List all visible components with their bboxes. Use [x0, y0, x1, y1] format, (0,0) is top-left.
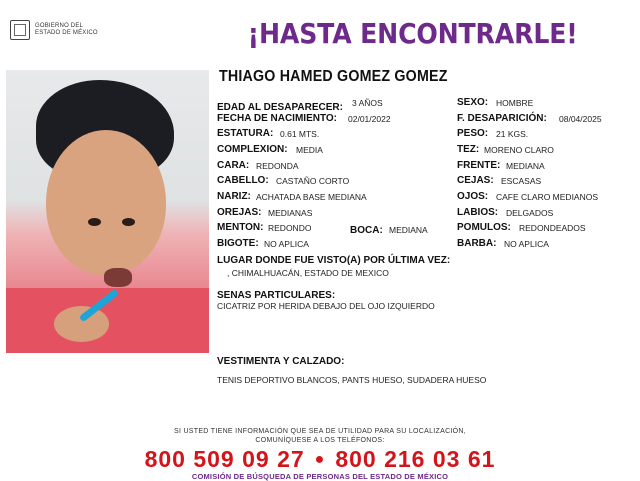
field-menton-label: MENTON: — [217, 222, 264, 233]
clothing-value: TENIS DEPORTIVO BLANCOS, PANTS HUESO, SUDADERA HUESO — [217, 375, 487, 385]
field-pomulos-label: POMULOS: — [457, 222, 511, 233]
field-bigote-value: NO APLICA — [264, 239, 309, 249]
phone-1[interactable]: 800 509 09 27 — [144, 446, 305, 472]
field-pomulos-value: REDONDEADOS — [519, 223, 586, 233]
field-fecha-desap-label: F. DESAPARICIÓN: — [457, 113, 547, 124]
field-cara-value: REDONDA — [256, 161, 299, 171]
field-sexo-label: SEXO: — [457, 97, 489, 108]
phone-numbers — [0, 446, 640, 473]
field-ojos-value: CAFE CLARO MEDIANOS — [496, 192, 599, 202]
field-tez-label: TEZ: — [457, 144, 480, 155]
field-peso-value: 21 KGS. — [496, 129, 529, 139]
field-frente-value: MEDIANA — [506, 161, 545, 171]
field-fecha-nac-value: 02/01/2022 — [348, 114, 391, 124]
field-labios-label: LABIOS: — [457, 207, 499, 218]
field-orejas-label: OREJAS: — [217, 207, 262, 218]
coat-of-arms-icon — [10, 20, 30, 40]
field-bigote-label: BIGOTE: — [217, 238, 259, 249]
field-labios-value: DELGADOS — [506, 208, 554, 218]
field-tez-value: MORENO CLARO — [484, 145, 554, 155]
particular-marks-label: SENAS PARTICULARES: — [217, 290, 336, 301]
separator-dot: ● — [314, 451, 326, 468]
field-barba-label: BARBA: — [457, 238, 497, 249]
last-seen-label: LUGAR DONDE FUE VISTO(A) POR ÚLTIMA VEZ: — [217, 255, 451, 266]
logo-line-2: ESTADO DE MÉXICO — [35, 30, 98, 36]
field-barba-value: NO APLICA — [504, 239, 549, 249]
field-complexion-label: COMPLEXION: — [217, 144, 288, 155]
field-sexo-value: HOMBRE — [496, 98, 534, 108]
contact-note-line-2: COMUNÍQUESE A LOS TELÉFONOS: — [255, 437, 385, 444]
field-nariz-label: NARIZ: — [217, 191, 251, 202]
last-seen-value: , CHIMALHUACÁN, ESTADO DE MEXICO — [227, 268, 389, 278]
logo-line-1: GOBIERNO DEL — [35, 23, 84, 29]
field-cejas-value: ESCASAS — [501, 176, 542, 186]
field-edad-value: 3 AÑOS — [352, 98, 383, 108]
field-ojos-label: OJOS: — [457, 191, 489, 202]
field-nariz-value: ACHATADA BASE MEDIANA — [256, 192, 367, 202]
clothing-label: VESTIMENTA Y CALZADO: — [217, 356, 345, 367]
logo-text — [35, 23, 98, 37]
field-label: EDAD AL DESAPARECER: — [217, 102, 343, 113]
field-estatura-value: 0.61 MTS. — [280, 129, 320, 139]
missing-person-photo — [6, 70, 209, 353]
headline: ¡HASTA ENCONTRARLE! — [248, 17, 578, 50]
particular-marks-value: CICATRIZ POR HERIDA DEBAJO DEL OJO IZQUIERDO — [217, 301, 435, 311]
field-cara-label: CARA: — [217, 160, 250, 171]
field-cabello-value: CASTAÑO CORTO — [276, 176, 350, 186]
field-frente-label: FRENTE: — [457, 160, 501, 171]
contact-note-line-1: SI USTED TIENE INFORMACIÓN QUE SEA DE UTILIDAD PARA SU LOCALIZACIÓN, — [173, 428, 467, 435]
field-fecha-nac-label: FECHA DE NACIMIENTO: — [217, 113, 337, 124]
government-logo — [10, 20, 98, 40]
field-cabello-label: CABELLO: — [217, 175, 269, 186]
contact-note — [0, 427, 640, 445]
field-cejas-label: CEJAS: — [457, 175, 494, 186]
field-peso-label: PESO: — [457, 128, 489, 139]
field-boca-label: BOCA: — [350, 225, 383, 236]
phone-2[interactable]: 800 216 03 61 — [335, 446, 496, 472]
field-complexion-value: MEDIA — [296, 145, 323, 155]
field-menton-value: REDONDO — [268, 223, 312, 233]
field-boca-value: MEDIANA — [389, 225, 428, 235]
field-fecha-desap-value: 08/04/2025 — [559, 114, 602, 124]
field-orejas-value: MEDIANAS — [268, 208, 313, 218]
commission-name: COMISIÓN DE BÚSQUEDA DE PERSONAS DEL ESTADO DE MÉXICO — [191, 472, 449, 481]
person-name: THIAGO HAMED GOMEZ GOMEZ — [219, 68, 448, 85]
field-estatura-label: ESTATURA: — [217, 128, 274, 139]
